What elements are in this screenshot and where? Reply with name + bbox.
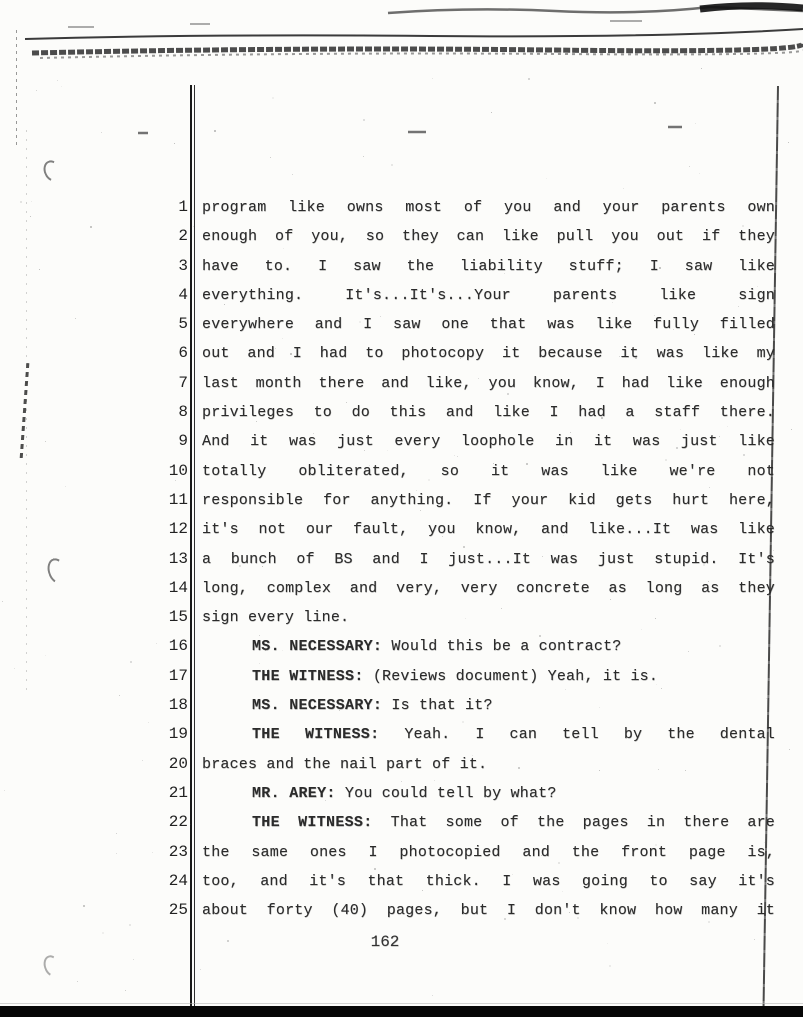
scan-noise-dot bbox=[607, 943, 608, 944]
line-number: 4 bbox=[178, 285, 188, 304]
scan-noise-dot bbox=[133, 959, 134, 960]
scan-noise-dot bbox=[130, 661, 132, 663]
scan-noise-dot bbox=[20, 201, 22, 203]
scan-noise-dot bbox=[129, 924, 131, 926]
line-text: last month there and like, you know, I had like enough bbox=[202, 374, 775, 392]
line-number: 2 bbox=[178, 227, 188, 246]
line-text: privileges to do this and like I had a staff there. bbox=[202, 404, 775, 422]
scan-noise-dot bbox=[754, 939, 755, 940]
scan-smudge bbox=[20, 363, 30, 459]
line-number: 16 bbox=[168, 637, 188, 656]
speaker-name: THE WITNESS: bbox=[252, 726, 380, 744]
line-number: 22 bbox=[168, 813, 188, 832]
transcript-line bbox=[138, 808, 775, 837]
line-number: 18 bbox=[168, 696, 188, 715]
scan-noise-dot bbox=[102, 932, 104, 934]
scan-noise-dot bbox=[116, 853, 117, 854]
scan-noise-dot bbox=[4, 790, 5, 791]
transcript-line bbox=[138, 222, 775, 251]
scan-artifact-lines bbox=[0, 0, 803, 160]
line-text: THE WITNESS: That some of the pages in there are bbox=[252, 814, 775, 832]
scan-noise-dot bbox=[30, 216, 31, 217]
line-text: it's not our fault, you know, and like...It was like bbox=[202, 521, 775, 539]
transcript-line bbox=[138, 779, 775, 808]
line-number: 9 bbox=[178, 432, 188, 451]
line-number: 7 bbox=[178, 373, 188, 392]
line-text: sign every line. bbox=[202, 609, 350, 627]
line-number: 8 bbox=[178, 403, 188, 422]
scan-curl-mark bbox=[41, 953, 64, 979]
speaker-name: THE WITNESS: bbox=[252, 667, 364, 685]
line-number: 20 bbox=[168, 754, 188, 773]
line-text: too, and it's that thick. I was going to say it's bbox=[202, 872, 775, 890]
transcript-line bbox=[138, 838, 775, 867]
scan-curl-mark bbox=[40, 157, 64, 184]
scan-noise-dot bbox=[83, 905, 85, 907]
speaker-name: MS. NECESSARY: bbox=[252, 638, 383, 656]
page-number: 162 bbox=[370, 933, 400, 951]
transcript-body bbox=[138, 193, 775, 925]
scan-noise-dot bbox=[623, 188, 624, 189]
line-text: have to. I saw the liability stuff; I saw like bbox=[202, 257, 775, 275]
transcript-line bbox=[138, 896, 775, 925]
transcript-line bbox=[138, 662, 775, 691]
scan-noise-dot bbox=[546, 178, 547, 179]
line-text: MS. NECESSARY: Is that it? bbox=[252, 697, 493, 715]
scan-noise-dot bbox=[2, 601, 3, 602]
scan-noise-dot bbox=[14, 668, 15, 669]
scan-noise-dot bbox=[227, 940, 229, 942]
scan-noise-dot bbox=[609, 965, 611, 967]
transcript-line bbox=[138, 193, 775, 222]
line-number: 5 bbox=[178, 315, 188, 334]
line-text: everything. It's...It's...Your parents like sign bbox=[202, 286, 775, 304]
scan-noise-dot bbox=[789, 749, 790, 750]
speaker-name: THE WITNESS: bbox=[252, 814, 373, 832]
transcript-line bbox=[138, 281, 775, 310]
scan-noise-dot bbox=[45, 441, 46, 442]
transcript-line bbox=[138, 310, 775, 339]
line-text: MS. NECESSARY: Would this be a contract? bbox=[252, 638, 622, 656]
transcript-line bbox=[138, 691, 775, 720]
line-number: 15 bbox=[168, 608, 188, 627]
line-text: out and I had to photocopy it because it was like my bbox=[202, 345, 775, 363]
line-text: long, complex and very, very concrete as long as they bbox=[202, 579, 775, 597]
line-text: enough of you, so they can like pull you out if they bbox=[202, 228, 775, 246]
line-text: everywhere and I saw one that was like fully filled bbox=[202, 316, 775, 334]
line-text: And it was just every loophole in it was just like bbox=[202, 433, 775, 451]
line-number: 21 bbox=[168, 783, 188, 802]
line-text: THE WITNESS: (Reviews document) Yeah, it is. bbox=[252, 667, 659, 685]
scan-noise-dot bbox=[432, 995, 433, 996]
transcript-line bbox=[138, 515, 775, 544]
scan-bottom-line bbox=[0, 1003, 803, 1004]
transcript-line bbox=[138, 574, 775, 603]
line-text: program like owns most of you and your parents own bbox=[202, 199, 775, 216]
scan-noise-dot bbox=[39, 269, 40, 270]
scan-noise-dot bbox=[292, 174, 293, 175]
scan-noise-dot bbox=[391, 164, 393, 166]
scan-noise-dot bbox=[75, 318, 76, 319]
transcript-line bbox=[138, 252, 775, 281]
paper-edge-line bbox=[26, 130, 27, 690]
line-number: 3 bbox=[178, 256, 188, 275]
line-number: 25 bbox=[168, 901, 188, 920]
transcript-line bbox=[138, 632, 775, 661]
scan-noise-dot bbox=[689, 166, 690, 167]
line-number: 1 bbox=[178, 198, 188, 216]
line-text: about forty (40) pages, but I don't know how many it bbox=[202, 902, 775, 920]
scan-noise-dot bbox=[65, 486, 66, 487]
transcript-line bbox=[138, 603, 775, 632]
transcript-line bbox=[138, 750, 775, 779]
line-text: braces and the nail part of it. bbox=[202, 755, 488, 773]
line-number: 10 bbox=[168, 461, 188, 480]
line-text: responsible for anything. If your kid gets hurt here, bbox=[202, 491, 775, 509]
line-number: 12 bbox=[168, 520, 188, 539]
line-number: 23 bbox=[168, 842, 188, 861]
scan-noise-dot bbox=[90, 226, 92, 228]
line-number: 11 bbox=[168, 490, 188, 509]
scan-noise-dot bbox=[77, 981, 78, 982]
line-text: MR. AREY: You could tell by what? bbox=[252, 784, 557, 802]
line-number: 14 bbox=[168, 578, 188, 597]
transcript-line bbox=[138, 486, 775, 515]
line-text: THE WITNESS: Yeah. I can tell by the dental bbox=[252, 726, 775, 744]
scan-noise-dot bbox=[31, 201, 32, 202]
transcript-line bbox=[138, 339, 775, 368]
speaker-name: MR. AREY: bbox=[252, 784, 336, 802]
transcript-line bbox=[138, 398, 775, 427]
line-number: 24 bbox=[168, 871, 188, 890]
scan-noise-dot bbox=[45, 655, 46, 656]
scan-edge-bar bbox=[0, 1006, 803, 1017]
paper-edge-line bbox=[16, 30, 17, 148]
transcript-line bbox=[138, 720, 775, 749]
transcript-line bbox=[138, 457, 775, 486]
line-number: 19 bbox=[168, 725, 188, 744]
scan-noise-dot bbox=[200, 969, 201, 970]
scan-noise-dot bbox=[699, 173, 700, 174]
transcript-line bbox=[138, 369, 775, 398]
scan-curl-mark bbox=[44, 556, 69, 586]
line-number: 17 bbox=[168, 666, 188, 685]
line-text: totally obliterated, so it was like we're not bbox=[202, 462, 775, 480]
line-number: 6 bbox=[178, 344, 188, 363]
scan-noise-dot bbox=[125, 990, 126, 991]
transcript-line bbox=[138, 867, 775, 896]
scan-noise-dot bbox=[791, 429, 792, 430]
line-number: 13 bbox=[168, 549, 188, 568]
transcript-line bbox=[138, 427, 775, 456]
scan-noise-dot bbox=[116, 833, 117, 834]
line-text: the same ones I photocopied and the front page is, bbox=[202, 843, 775, 861]
line-text: a bunch of BS and I just...It was just stupid. It's bbox=[202, 550, 775, 568]
speaker-name: MS. NECESSARY: bbox=[252, 697, 383, 715]
scan-noise-dot bbox=[119, 695, 120, 696]
transcript-line bbox=[138, 545, 775, 574]
